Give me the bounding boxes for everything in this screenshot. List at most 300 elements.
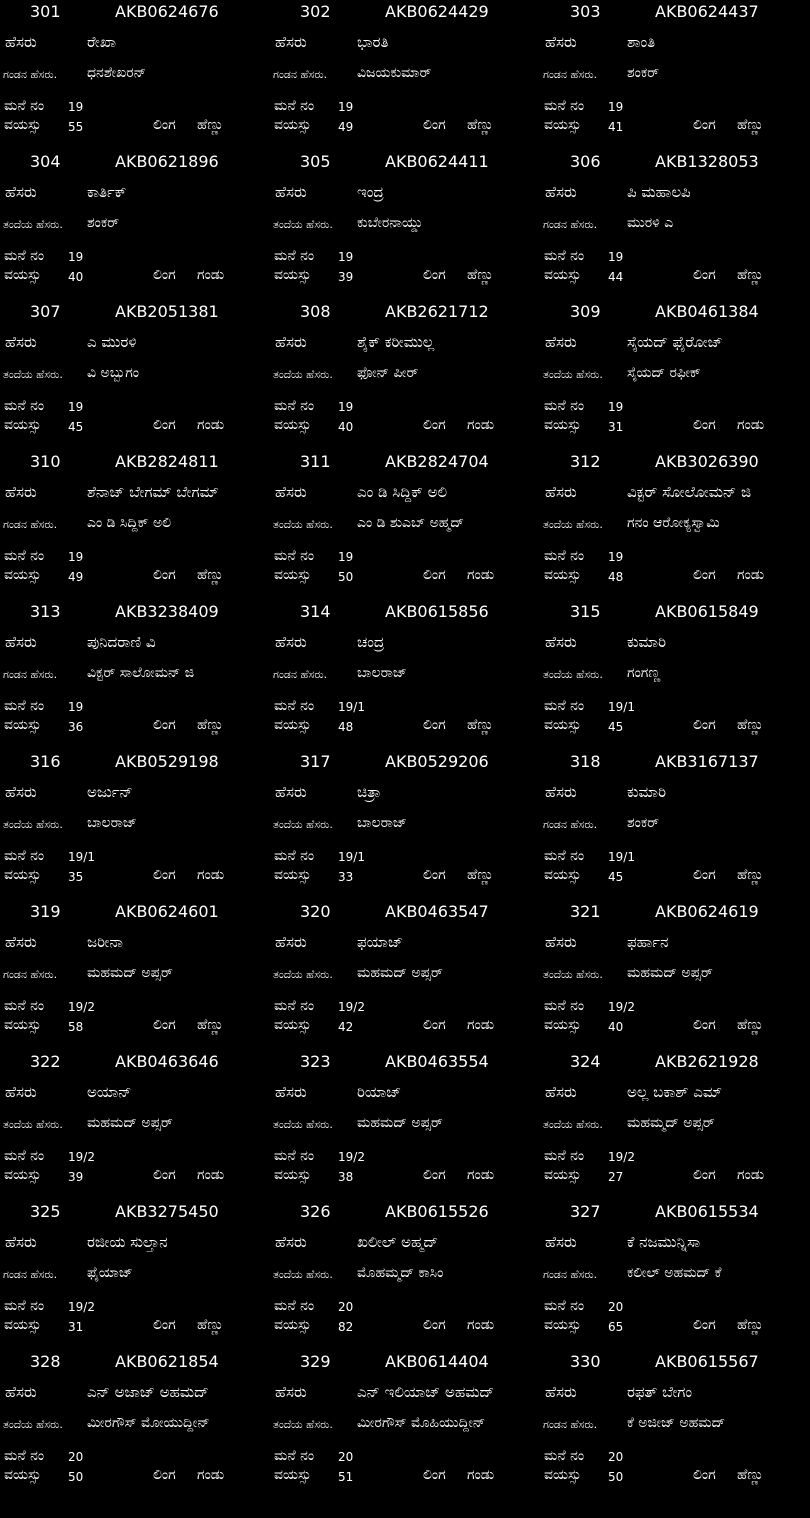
house-number-label: ಮನೆ ನಂ [544,1148,585,1164]
gender-label: ಲಿಂಗ [423,117,446,133]
gender-value: ಗಂಡು [737,567,765,583]
name-label: ಹೆಸರು [275,1233,307,1251]
serial-number: 317 [300,752,331,771]
relation-label: ಗಂಡನ ಹೆಸರು. [543,1418,598,1431]
age-label: ವಯಸ್ಸು [544,1467,582,1483]
voter-name: ಕೆ ನಜಮುನ್ನಿಸಾ [627,1233,701,1251]
serial-number: 308 [300,302,331,321]
gender-label: ಲಿಂಗ [153,117,176,133]
age-value: 39 [68,1170,84,1184]
relative-name: ವಿಜಯಕುಮಾರ್ [357,65,432,81]
voter-id: AKB0615567 [655,1352,759,1371]
gender-label: ಲಿಂಗ [423,1467,446,1483]
gender-label: ಲಿಂಗ [153,867,176,883]
voter-id: AKB0463646 [115,1052,219,1071]
house-number-label: ಮನೆ ನಂ [544,248,585,264]
house-number-label: ಮನೆ ನಂ [4,398,45,414]
age-value: 50 [68,1470,84,1484]
serial-number: 302 [300,2,331,21]
gender-value: ಹೆಣ್ಣು [737,1017,764,1033]
gender-value: ಗಂಡು [467,417,495,433]
voter-id: AKB3275450 [115,1202,219,1221]
gender-value: ಗಂಡು [467,567,495,583]
house-number: 19 [68,250,84,264]
name-label: ಹೆಸರು [5,633,37,651]
voter-id: AKB0529206 [385,752,489,771]
age-value: 55 [68,120,84,134]
age-value: 35 [68,870,84,884]
house-number-label: ಮನೆ ನಂ [4,548,45,564]
age-value: 49 [68,570,84,584]
name-label: ಹೆಸರು [5,1383,37,1401]
voter-id: AKB0615856 [385,602,489,621]
house-number-label: ಮನೆ ನಂ [544,698,585,714]
relative-name: ಎಂ ಡಿ ಸಿದ್ದಿಕ್ ಅಲಿ [87,515,172,531]
relation-label: ಗಂಡನ ಹೆಸರು. [3,68,58,81]
age-value: 48 [608,570,624,584]
serial-number: 320 [300,902,331,921]
voter-card [0,300,270,450]
age-label: ವಯಸ್ಸು [274,867,312,883]
house-number-label: ಮನೆ ನಂ [544,1298,585,1314]
gender-label: ಲಿಂಗ [423,1167,446,1183]
gender-label: ಲಿಂಗ [693,267,716,283]
name-label: ಹೆಸರು [545,33,577,51]
voter-name: ಎನ್ ಅಜಾಜ್ ಅಹಮದ್ [87,1383,209,1401]
house-number-label: ಮನೆ ನಂ [274,548,315,564]
voter-card [540,0,810,150]
serial-number: 328 [30,1352,61,1371]
voter-name: ಫಯಾಜ್ [357,933,403,951]
gender-value: ಗಂಡು [737,1167,765,1183]
voter-name: ಸೈಯದ್ ಫೈರೋಜ್ [627,333,723,351]
voter-name: ಕುಮಾರಿ [627,633,667,651]
voter-name: ಎಂ ಡಿ ಸಿದ್ದಿಕ್ ಅಲಿ [357,483,448,501]
name-label: ಹೆಸರು [545,333,577,351]
gender-label: ಲಿಂಗ [153,1317,176,1333]
relative-name: ಸೈಯದ್ ರಫೀಕ್ [627,365,701,381]
age-value: 82 [338,1320,354,1334]
relation-label: ಗಂಡನ ಹೆಸರು. [3,668,58,681]
voter-card [540,600,810,750]
voter-name: ಕುಮಾರಿ [627,783,667,801]
serial-number: 322 [30,1052,61,1071]
voter-id: AKB0621854 [115,1352,219,1371]
gender-label: ಲಿಂಗ [693,567,716,583]
relative-name: ವಿ ಅಬ್ಬುಗಂ [87,365,140,381]
voter-name: ಅರ್ಜುನ್ [87,783,133,801]
serial-number: 301 [30,2,61,21]
relative-name: ಫೈಯಾಜ್ [87,1265,133,1281]
voter-card [540,750,810,900]
house-number: 19 [608,250,624,264]
age-label: ವಯಸ್ಸು [4,417,42,433]
house-number-label: ಮನೆ ನಂ [4,98,45,114]
gender-label: ಲಿಂಗ [423,267,446,283]
serial-number: 307 [30,302,61,321]
relation-label: ತಂದೆಯ ಹೆಸರು. [543,668,603,681]
voter-id: AKB0463554 [385,1052,489,1071]
name-label: ಹೆಸರು [5,933,37,951]
relative-name: ಮುರಳಿ ಎ [627,215,674,231]
relative-name: ಮಹಮ್ಮದ್ ಅಪ್ಸರ್ [627,1115,715,1131]
serial-number: 306 [570,152,601,171]
voter-id: AKB0624429 [385,2,489,21]
voter-name: ಚಿತ್ರಾ [357,783,381,801]
voter-card [270,900,540,1050]
serial-number: 329 [300,1352,331,1371]
house-number-label: ಮನೆ ನಂ [4,1298,45,1314]
age-label: ವಯಸ್ಸು [544,117,582,133]
house-number-label: ಮನೆ ನಂ [544,98,585,114]
house-number: 19/1 [608,700,635,714]
voter-name: ಇಂದ್ರ [357,183,384,201]
relative-name: ಮೀರಗೌಸ್ ಮೊಹಿಯುದ್ದೀನ್ [357,1415,486,1431]
age-value: 39 [338,270,354,284]
gender-label: ಲಿಂಗ [693,717,716,733]
voter-card [0,1350,270,1500]
age-value: 40 [68,270,84,284]
voter-id: AKB2824811 [115,452,219,471]
house-number: 19 [608,400,624,414]
relation-label: ಗಂಡನ ಹೆಸರು. [273,668,328,681]
gender-value: ಗಂಡು [467,1017,495,1033]
age-label: ವಯಸ್ಸು [274,1317,312,1333]
voter-card [270,450,540,600]
voter-card [0,1200,270,1350]
voter-name: ಜರೀನಾ [87,933,123,951]
house-number-label: ಮನೆ ನಂ [544,398,585,414]
relation-label: ತಂದೆಯ ಹೆಸರು. [543,518,603,531]
relation-label: ಗಂಡನ ಹೆಸರು. [543,68,598,81]
age-label: ವಯಸ್ಸು [544,267,582,283]
age-label: ವಯಸ್ಸು [4,1017,42,1033]
age-label: ವಯಸ್ಸು [544,567,582,583]
name-label: ಹೆಸರು [545,183,577,201]
house-number: 19 [608,550,624,564]
relation-label: ತಂದೆಯ ಹೆಸರು. [543,1118,603,1131]
gender-value: ಹೆಣ್ಣು [197,117,224,133]
name-label: ಹೆಸರು [545,1233,577,1251]
voter-id: AKB0529198 [115,752,219,771]
house-number: 19 [608,100,624,114]
house-number: 19/2 [68,1300,95,1314]
voter-card [270,600,540,750]
relative-name: ಎಂ ಡಿ ಶುಎಬ್ ಅಹ್ಮದ್ [357,515,464,531]
house-number: 19/1 [68,850,95,864]
gender-label: ಲಿಂಗ [693,417,716,433]
age-value: 40 [338,420,354,434]
relation-label: ತಂದೆಯ ಹೆಸರು. [543,368,603,381]
voter-card [540,150,810,300]
name-label: ಹೆಸರು [545,1083,577,1101]
gender-label: ಲಿಂಗ [693,1467,716,1483]
house-number: 20 [338,1450,354,1464]
relative-name: ಕೆ ಅಜೀಜ್ ಅಹಮದ್ [627,1415,726,1431]
house-number-label: ಮನೆ ನಂ [544,998,585,1014]
house-number: 19/2 [608,1000,635,1014]
serial-number: 313 [30,602,61,621]
voter-id: AKB0615849 [655,602,759,621]
relation-label: ತಂದೆಯ ಹೆಸರು. [273,1418,333,1431]
relative-name: ಶಂಕರ್ [627,65,660,81]
voter-card [270,750,540,900]
relation-label: ತಂದೆಯ ಹೆಸರು. [543,968,603,981]
relative-name: ಕಲೀಲ್ ಅಹಮದ್ ಕೆ [627,1265,722,1281]
house-number: 20 [68,1450,84,1464]
name-label: ಹೆಸರು [275,633,307,651]
voter-card [0,450,270,600]
gender-label: ಲಿಂಗ [423,1017,446,1033]
gender-value: ಗಂಡು [467,1317,495,1333]
voter-card [270,300,540,450]
gender-label: ಲಿಂಗ [153,1017,176,1033]
voter-card [540,1350,810,1500]
age-value: 50 [338,570,354,584]
name-label: ಹೆಸರು [5,1083,37,1101]
age-value: 27 [608,1170,624,1184]
age-value: 65 [608,1320,624,1334]
relation-label: ಗಂಡನ ಹೆಸರು. [543,818,598,831]
voter-name: ಶೆನಾಜ್ ಬೇಗಮ್ ಬೇಗಮ್ [87,483,219,501]
serial-number: 316 [30,752,61,771]
serial-number: 318 [570,752,601,771]
voter-card [540,450,810,600]
gender-label: ಲಿಂಗ [153,267,176,283]
name-label: ಹೆಸರು [275,33,307,51]
voter-card [0,150,270,300]
house-number-label: ಮನೆ ನಂ [4,1148,45,1164]
gender-label: ಲಿಂಗ [153,1167,176,1183]
gender-label: ಲಿಂಗ [693,1317,716,1333]
house-number: 19 [68,700,84,714]
house-number-label: ಮನೆ ನಂ [4,998,45,1014]
gender-label: ಲಿಂಗ [693,117,716,133]
age-label: ವಯಸ್ಸು [274,417,312,433]
relation-label: ತಂದೆಯ ಹೆಸರು. [273,368,333,381]
relation-label: ತಂದೆಯ ಹೆಸರು. [273,218,333,231]
house-number-label: ಮನೆ ನಂ [544,548,585,564]
house-number: 19/1 [608,850,635,864]
age-label: ವಯಸ್ಸು [4,117,42,133]
voter-card [270,1350,540,1500]
voter-card [540,300,810,450]
voter-name: ಅಯಾನ್ [87,1083,132,1101]
name-label: ಹೆಸರು [5,783,37,801]
relative-name: ಗಂಗಣ್ಣ [627,665,661,681]
name-label: ಹೆಸರು [275,183,307,201]
relative-name: ಮಹಮದ್ ಅಪ್ಸರ್ [627,965,713,981]
serial-number: 309 [570,302,601,321]
age-label: ವಯಸ್ಸು [544,417,582,433]
voter-id: AKB0624437 [655,2,759,21]
relation-label: ತಂದೆಯ ಹೆಸರು. [273,1118,333,1131]
age-label: ವಯಸ್ಸು [4,717,42,733]
voter-id: AKB3026390 [655,452,759,471]
house-number: 19/2 [338,1000,365,1014]
name-label: ಹೆಸರು [545,633,577,651]
relation-label: ತಂದೆಯ ಹೆಸರು. [3,368,63,381]
age-value: 38 [338,1170,354,1184]
voter-name: ಭಾರತಿ [357,33,389,51]
voter-card [270,1200,540,1350]
age-label: ವಯಸ್ಸು [4,267,42,283]
relative-name: ಮಹಮದ್ ಅಪ್ಸರ್ [87,1115,173,1131]
house-number-label: ಮನೆ ನಂ [4,1448,45,1464]
gender-value: ಹೆಣ್ಣು [467,867,494,883]
age-value: 31 [68,1320,84,1334]
relative-name: ಬಾಲರಾಜ್ [87,815,137,831]
house-number-label: ಮನೆ ನಂ [4,848,45,864]
age-value: 51 [338,1470,354,1484]
gender-label: ಲಿಂಗ [423,717,446,733]
house-number: 19 [338,400,354,414]
relation-label: ತಂದೆಯ ಹೆಸರು. [3,818,63,831]
voter-name: ಎ ಮುರಳಿ [87,333,137,351]
age-label: ವಯಸ್ಸು [544,867,582,883]
relative-name: ವಿಕ್ಟರ್ ಸಾಲೋಮನ್ ಜಿ [87,665,195,681]
serial-number: 323 [300,1052,331,1071]
voter-card [0,600,270,750]
house-number: 19/1 [338,700,365,714]
gender-value: ಗಂಡು [197,1167,225,1183]
age-label: ವಯಸ್ಸು [274,267,312,283]
gender-value: ಹೆಣ್ಣು [197,717,224,733]
relative-name: ಬಾಲರಾಜ್ [357,815,407,831]
age-label: ವಯಸ್ಸು [274,117,312,133]
gender-value: ಗಂಡು [467,1167,495,1183]
relation-label: ಗಂಡನ ಹೆಸರು. [543,1268,598,1281]
voter-card [270,1050,540,1200]
house-number-label: ಮನೆ ನಂ [274,848,315,864]
age-value: 33 [338,870,354,884]
gender-value: ಹೆಣ್ಣು [197,1317,224,1333]
gender-value: ಹೆಣ್ಣು [197,567,224,583]
age-value: 40 [608,1020,624,1034]
relative-name: ಶಂಕರ್ [87,215,120,231]
voter-name: ರಿಯಾಜ್ [357,1083,402,1101]
gender-value: ಗಂಡು [197,267,225,283]
voter-id: AKB0463547 [385,902,489,921]
voter-card [0,0,270,150]
relation-label: ಗಂಡನ ಹೆಸರು. [3,968,58,981]
serial-number: 321 [570,902,601,921]
house-number: 20 [608,1300,624,1314]
serial-number: 303 [570,2,601,21]
age-label: ವಯಸ್ಸು [4,1467,42,1483]
serial-number: 305 [300,152,331,171]
age-value: 42 [338,1020,354,1034]
relative-name: ಶಂಕರ್ [627,815,660,831]
age-value: 44 [608,270,624,284]
house-number-label: ಮನೆ ನಂ [274,1298,315,1314]
age-label: ವಯಸ್ಸು [544,1017,582,1033]
gender-value: ಹೆಣ್ಣು [737,267,764,283]
house-number-label: ಮನೆ ನಂ [274,98,315,114]
house-number: 20 [338,1300,354,1314]
name-label: ಹೆಸರು [545,933,577,951]
serial-number: 324 [570,1052,601,1071]
name-label: ಹೆಸರು [275,333,307,351]
gender-value: ಹೆಣ್ಣು [737,117,764,133]
relation-label: ತಂದೆಯ ಹೆಸರು. [3,1118,63,1131]
voter-name: ಶಾಂತಿ [627,33,656,51]
name-label: ಹೆಸರು [545,483,577,501]
relative-name: ಮಹಮದ್ ಅಪ್ಸರ್ [357,965,443,981]
voter-card [540,1200,810,1350]
house-number: 19 [68,400,84,414]
house-number-label: ಮನೆ ನಂ [274,1448,315,1464]
relation-label: ತಂದೆಯ ಹೆಸರು. [273,1268,333,1281]
name-label: ಹೆಸರು [5,1233,37,1251]
gender-label: ಲಿಂಗ [153,417,176,433]
voter-card [0,900,270,1050]
house-number: 19 [68,100,84,114]
house-number: 19/2 [338,1150,365,1164]
gender-value: ಹೆಣ್ಣು [737,867,764,883]
relative-name: ಮಹಮದ್ ಅಪ್ಸರ್ [87,965,173,981]
gender-value: ಗಂಡು [197,867,225,883]
name-label: ಹೆಸರು [275,1083,307,1101]
voter-card [270,150,540,300]
age-label: ವಯಸ್ಸು [274,567,312,583]
voter-id: AKB2621928 [655,1052,759,1071]
gender-value: ಗಂಡು [197,417,225,433]
age-label: ವಯಸ್ಸು [274,1017,312,1033]
voter-card [540,1050,810,1200]
serial-number: 310 [30,452,61,471]
age-label: ವಯಸ್ಸು [4,567,42,583]
gender-value: ಹೆಣ್ಣು [467,117,494,133]
name-label: ಹೆಸರು [5,183,37,201]
name-label: ಹೆಸರು [545,783,577,801]
gender-value: ಹೆಣ್ಣು [197,1017,224,1033]
house-number: 19 [338,250,354,264]
serial-number: 319 [30,902,61,921]
name-label: ಹೆಸರು [275,483,307,501]
relative-name: ಮೀರಗೌಸ್ ಮೋಯುದ್ದೀನ್ [87,1415,210,1431]
name-label: ಹೆಸರು [275,1383,307,1401]
relation-label: ತಂದೆಯ ಹೆಸರು. [273,518,333,531]
gender-label: ಲಿಂಗ [423,567,446,583]
voter-name: ಖಲೀಲ್ ಅಹ್ಮದ್ [357,1233,439,1251]
relation-label: ತಂದೆಯ ಹೆಸರು. [3,218,63,231]
house-number: 19/1 [338,850,365,864]
serial-number: 327 [570,1202,601,1221]
voter-id: AKB2051381 [115,302,219,321]
serial-number: 314 [300,602,331,621]
relation-label: ತಂದೆಯ ಹೆಸರು. [273,818,333,831]
voter-id: AKB2621712 [385,302,489,321]
voter-id: AKB0461384 [655,302,759,321]
voter-card [0,750,270,900]
voter-id: AKB0624601 [115,902,219,921]
house-number-label: ಮನೆ ನಂ [4,698,45,714]
gender-value: ಹೆಣ್ಣು [467,717,494,733]
gender-value: ಗಂಡು [467,1467,495,1483]
relation-label: ಗಂಡನ ಹೆಸರು. [3,1268,58,1281]
serial-number: 312 [570,452,601,471]
voter-name: ರಜೀಯ ಸುಲ್ತಾನ [87,1233,168,1251]
gender-value: ಹೆಣ್ಣು [737,1317,764,1333]
relative-name: ಮೊಹಮ್ಮದ್ ಕಾಸಿಂ [357,1265,444,1281]
age-value: 36 [68,720,84,734]
gender-label: ಲಿಂಗ [693,867,716,883]
age-value: 49 [338,120,354,134]
gender-label: ಲಿಂಗ [423,867,446,883]
gender-label: ಲಿಂಗ [423,1317,446,1333]
relation-label: ಗಂಡನ ಹೆಸರು. [543,218,598,231]
